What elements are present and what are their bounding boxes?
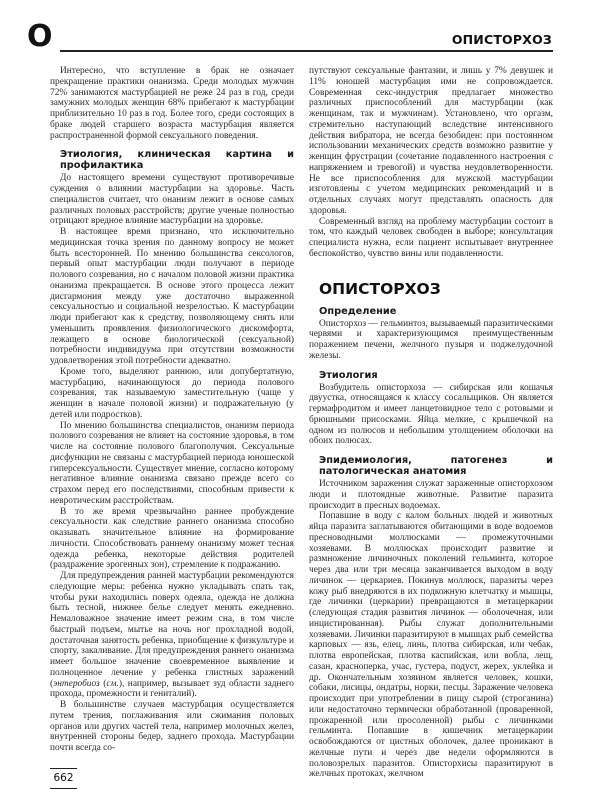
right-column xyxy=(309,66,553,780)
paragraph: Интересно, что вступление в брак не означает прекращение практики онанизма. Среди молодых мужчин 72% занимаются мастурбацией не реже 24 раз в год, среди замужних молодых женщин 68% прибегают к мастурбации приблизительно 10 раз в год. Более того, среди состоящих в браке людей старшего возраста мастурбация является распространенной формой сексуального поведения. xyxy=(50,66,294,141)
paragraph: В настоящее время признано, что исключительно медицинская точка зрения по данному вопросу не может быть всесторонней. По мнению большинства сексологов, первый опыт мастурбации люди получают в периоде полового созревания, но с началом половой жизни практика онанизма прекращается. В основе этого процесса лежит дисгармония между уже достаточно выраженной сексуальностью и социальной незрелостью. К мастурбации люди прибегают как к средству, позволяющему снять или уменьшить проявления физиологического дискомфорта, лежащего в основе биологической (сексуальной) потребности индивидуума при отсутствии возможности удовлетворения этой потребности адекватно. xyxy=(50,227,294,366)
running-title: ОПИСТОРХОЗ xyxy=(451,32,552,47)
section-heading-etiology: Этиология xyxy=(319,369,378,381)
paragraph: По мнению большинства специалистов, онанизм периода полового созревания не влияет на состояние здоровья, в том числе на состояние полового благополучия. Сексуальные дисфункции не связаны с мастурбацией периода юношеской гиперсексуальности. Существует мнение, согласно которому негативное влияние онанизма связано прежде всего со страхом перед его последствиями, способным привести к невротическим расстройствам. xyxy=(50,420,294,506)
section-letter: О xyxy=(27,19,53,54)
paragraph: В большинстве случаев мастурбация осуществляется путем трения, поглаживания или сжимания половых органов или других частей тела, например молочных желез, внутренней стороны бедер, заднего прохода. Мастурбации почти всегда со- xyxy=(50,700,294,753)
left-column xyxy=(50,66,294,789)
page-number: 662 xyxy=(50,768,77,789)
paragraph: В то же время чрезвычайно раннее пробуждение сексуальности как следствие раннего онанизма способно оказывать значительное влияние на формирование личности. Способствовать раннему онанизму может тесная одежда ребенка, некоторые действия родителей (раздражение эрогенных зон), стремление к подражанию. xyxy=(50,506,294,571)
section-heading-epidemiology: Эпидемиология, патогенез и патологическая анатомия xyxy=(319,455,553,477)
header-rule xyxy=(60,50,553,52)
section-heading-definition: Определение xyxy=(319,305,397,317)
paragraph: Современный взгляд на проблему мастурбации состоит в том, что каждый человек свободен в выборе; консультация специалиста нужна, если пациент испытывает внутреннее беспокойство, чувство вины или подавленности. xyxy=(309,216,553,259)
cross-reference-link[interactable]: энтеробиоз xyxy=(53,678,100,689)
paragraph: Для предупреждения ранней мастурбации рекомендуются следующие меры: ребенка нужно укладывать спать так, чтобы руки находились поверх одеяла, одежда не должна быть тесной, нижнее белье следует менять ежедневно. Немаловажное значение имеет режим сна, в том числе быстрый подъем, мытье на ночь ног прохладной водой, достаточная занятость ребенка, приобщение к физкультуре и спорту, закаливание. Для предупреждения раннего онанизма имеет большое значение своевременное выявление и полноценное лечение у ребенка глистных заражений (энтеробиоз (см.), например, вызывает зуд области заднего прохода, промежности и гениталий). xyxy=(50,571,294,700)
paragraph: Возбудитель описторхоза — сибирская или кошачья двуустка, относящаяся к классу сосальщиков. Он является гермафродитом и имеет ланцетовидное тело с ротовыми и брюшными присосками. Яйца мелкие, с крышечкой на одном из полюсов и небольшим утолщением оболочки на обоих полюсах. xyxy=(309,382,553,447)
paragraph: Попавшие в воду с калом больных людей и животных яйца паразита заглатываются обитающими в воде водоемов пресноводными моллюсками — промежуточными хозяевами. В моллюсках происходит развитие и размножение личиночных поколений гельминта, которое через два или три месяца заканчивается выходом в воду личинок — церкариев. Покинув моллюск, паразиты через кожу рыб внедряются в их подкожную клетчатку и мышцы, где личинки (церкарии) превращаются в метацеркарии (следующая стадия развития личинок — оболочечная, или инцистированная). Рыбы служат дополнительными хозяевами. Личинки паразитируют в мышцах рыб семейства карповых — язь, елец, линь, плотва сибирская, или чебак, плотва европейская, плотва каспийская, или вобла, лещ, сазан, красноперка, учас, густера, подуст, жерех, уклейка и др. Окончательным хозяином является человек, кошки, собаки, лисицы, ондатры, норки, песцы. Заражение человека происходит при употреблении в пищу сырой (строганина) или недостаточно термически обработанной (проваренной, прожаренной или просоленной) рыбы с личинками гельминта. Попавшие в кишечник метацеркарии освобождаются от цистных оболочек, далее проникают в желчные пути и через две недели оформляются в половозрелых паразитов. Описторхисы паразитируют в желчных протоках, желчном xyxy=(309,511,553,780)
paragraph: путствуют сексуальные фантазии, и лишь у 7% девушек и 11% юношей мастурбация ими не сопровождается. Современная секс-индустрия предлагает множество различных приспособлений для мастурбации (как женщинам, так и мужчинам). Установлено, что оргазм, стремительно наступающий вследствие интенсивного действия вибратора, не всегда безобиден: при постоянном использовании механических средств возможно развитие у женщин фрустрации (сочетание подавленного настроения с напряжением и тревогой) и чувства неудовлетворенности. Не все приспособления для мужской мастурбации изготовлены с учетом медицинских рекомендаций и в отдельных случаях могут представлять опасность для здоровья. xyxy=(309,66,553,216)
article-title: ОПИСТОРХОЗ xyxy=(319,279,441,298)
paragraph: До настоящего времени существуют противоречивые суждения о влиянии мастурбации на здоровье. Часть специалистов считает, что онанизм лежит в основе самых различных половых расстройств; другие ученые полностью отрицают вредное влияние мастурбации на здоровье. xyxy=(50,173,294,227)
paragraph: Источником заражения служат зараженные описторхозом люди и плотоядные животные. Развитие паразита происходит в пресных водоемах. xyxy=(309,479,553,511)
paragraph-text: Для предупреждения ранней мастурбации рекомендуются следующие меры: ребенка нужно укладывать спать так, чтобы руки находились поверх одеяла, одежда не должна быть тесной, нижнее белье следует менять ежедневно. Немаловажное значение имеет режим сна, в том числе быстрый подъем, мытье на ночь ног прохладной водой, достаточная занятость ребенка, приобщение к физкультуре и спорту, закаливание. Для предупреждения раннего онанизма имеет большое значение своевременное выявление и полноценное лечение у ребенка глистных заражений ( xyxy=(50,571,294,689)
paragraph: Кроме того, выделяют раннюю, или допубертатную, мастурбацию, начинающуюся до периода полового созревания, так называемую заместительную (чаще у женщин в начале половой жизни) и подражательную (у детей или подростков). xyxy=(50,366,294,420)
see-reference: см. xyxy=(106,678,119,689)
paragraph-text: ), например, вызывает зуд области заднего прохода, промежности и гениталий). xyxy=(50,678,294,700)
section-heading-etiology-clinic: Этиология, клиническая картина и профилактика xyxy=(60,149,294,172)
paragraph: Описторхоз — гельминтоз, вызываемый паразитическими червями и характеризующимся преимущественным поражением печени, желчного пузыря и поджелудочной железы. xyxy=(309,318,553,361)
